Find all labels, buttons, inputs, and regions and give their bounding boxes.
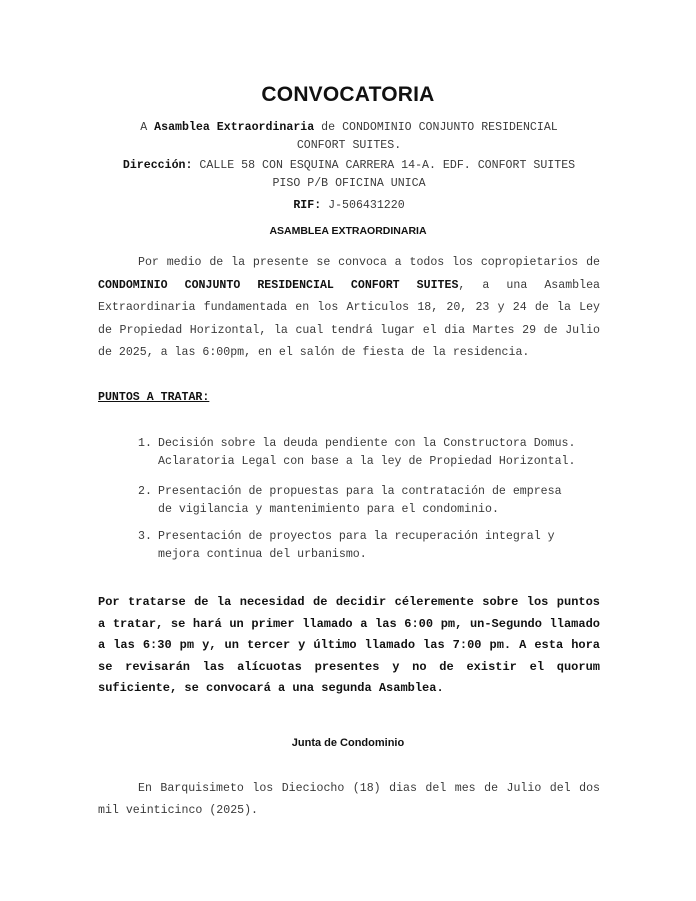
points-list bbox=[132, 435, 602, 471]
list-item-line1: Presentación de propuestas para la contratación de empresa bbox=[158, 485, 562, 498]
body-paragraph-bold-name: CONDOMINIO CONJUNTO RESIDENCIAL CONFORT SUITES bbox=[98, 278, 459, 292]
address-value-line1: CALLE 58 CON ESQUINA CARRERA 14-A. EDF. CONFORT SUITES bbox=[199, 159, 576, 172]
notice-paragraph: Por tratarse de la necesidad de decidir céleremente sobre los puntos a tratar, se hará un primer llamado a las 6:00 pm, un-Segundo llamado a las 6:30 pm y, un tercer y último llamado las 7:00 pm. A esta hora se revisarán las alícuotas presentes y no de existir el quorum suficiente, se convocará a una segunda Asamblea. bbox=[98, 595, 600, 695]
document-title: CONVOCATORIA bbox=[261, 83, 435, 106]
section-heading: ASAMBLEA EXTRAORDINARIA bbox=[269, 225, 427, 237]
points-list-2 bbox=[132, 483, 602, 519]
intro-prefix: A bbox=[140, 121, 148, 134]
list-item-line1: Decisión sobre la deuda pendiente con la Constructora Domus. bbox=[158, 437, 576, 450]
address-block bbox=[98, 157, 600, 193]
rif-label: RIF: bbox=[293, 199, 322, 212]
body-paragraph-part1: Por medio de la presente se convoca a todos los copropietarios de bbox=[138, 256, 600, 269]
list-item bbox=[132, 435, 602, 471]
list-item-line2: de vigilancia y mantenimiento para el condominio. bbox=[158, 503, 499, 516]
body-paragraph bbox=[98, 252, 600, 365]
address-line-1 bbox=[98, 157, 600, 175]
intro-name-line2: CONFORT SUITES. bbox=[296, 139, 402, 152]
list-item-number: 1. bbox=[138, 437, 152, 450]
body-paragraph-part2: , a una Asamblea Extraordinaria fundamentada en los Articulos 18, 20, 23 y 24 de la Ley de Propiedad Horizontal, la cual tendrá lugar el dia Martes 29 de Julio de 2025, a las 6:00pm, en el salón de fiesta de la residencia. bbox=[98, 278, 600, 359]
signature-heading: Junta de Condominio bbox=[291, 737, 405, 749]
intro-connector: de bbox=[321, 121, 336, 134]
list-item bbox=[132, 528, 602, 564]
list-item-line2: mejora continua del urbanismo. bbox=[158, 548, 367, 561]
rif-line bbox=[98, 197, 600, 215]
address-value-line2: PISO P/B OFICINA UNICA bbox=[272, 177, 426, 190]
intro-block bbox=[98, 119, 600, 155]
list-item-line2: Aclaratoria Legal con base a la ley de Propiedad Horizontal. bbox=[158, 455, 576, 468]
list-item-line1: Presentación de proyectos para la recuperación integral y bbox=[158, 530, 555, 543]
list-item-number: 2. bbox=[138, 485, 152, 498]
closing-text: En Barquisimeto los Dieciocho (18) dias del mes de Julio del dos mil veinticinco (2025). bbox=[98, 782, 600, 817]
intro-name-line1: CONDOMINIO CONJUNTO RESIDENCIAL bbox=[342, 121, 558, 134]
list-item-number: 3. bbox=[138, 530, 152, 543]
address-label: Dirección: bbox=[122, 159, 193, 172]
points-list-3 bbox=[132, 528, 602, 564]
intro-assembly-type: Asamblea Extraordinaria bbox=[154, 121, 315, 134]
closing-paragraph bbox=[98, 778, 600, 822]
intro-line-1 bbox=[98, 119, 600, 137]
rif-value: J-506431220 bbox=[328, 199, 405, 212]
list-item bbox=[132, 483, 602, 519]
puntos-label: PUNTOS A TRATAR: bbox=[98, 391, 210, 404]
